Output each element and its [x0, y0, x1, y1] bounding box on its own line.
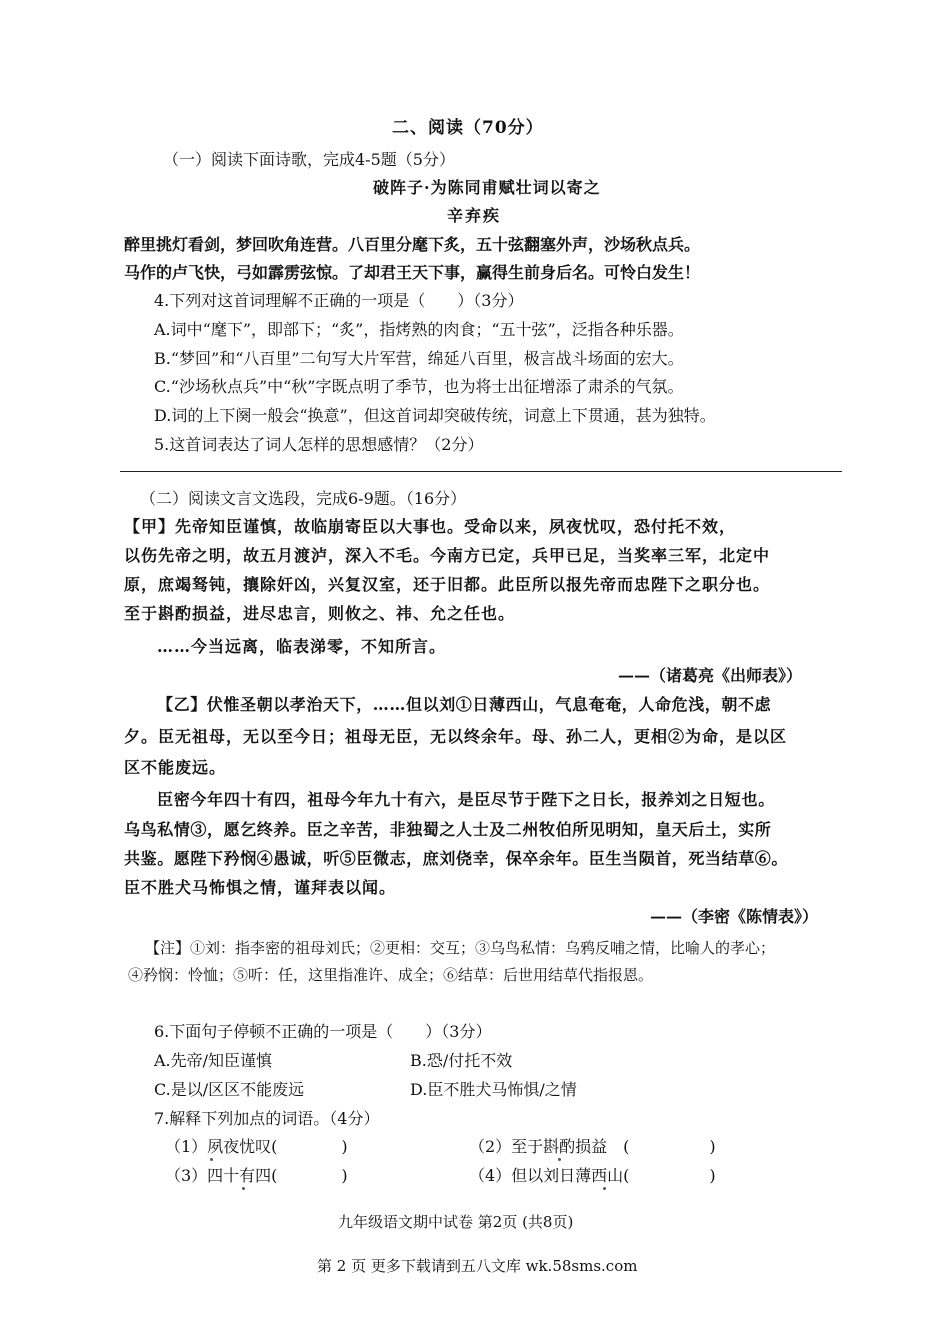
poem-line: 马作的卢飞快，弓如霹雳弦惊。了却君王天下事，赢得生前身后名。可怜白发生！ — [124, 263, 701, 282]
answer-divider-line — [120, 471, 842, 472]
emphasis-dot — [210, 1158, 213, 1161]
part1-heading: （一）阅读下面诗歌，完成4-5题（5分） — [163, 150, 455, 169]
part2-heading: （二）阅读文言文选段，完成6-9题。（16分） — [140, 489, 467, 508]
passage-yi-line: 臣不胜犬马怖惧之情，谨拜表以闻。 — [124, 878, 397, 897]
passage-yi-line: 共鉴。愿陛下矜悯④愚诚，听⑤臣微志，庶刘侥幸，保卒余年。臣生当陨首，死当结草⑥。 — [124, 849, 789, 868]
q7-item: （3）四十有四( ) — [165, 1166, 348, 1185]
passage-yi-line: 区不能废远。 — [124, 758, 227, 777]
q7-item: （1）夙夜忧叹( ) — [165, 1137, 348, 1156]
emphasis-dot — [603, 1187, 606, 1190]
passage-yi-line: 【乙】伏惟圣朝以孝治天下，……但以刘①日薄西山，气息奄奄，人命危浅，朝不虑 — [157, 695, 772, 714]
q4-option-a: A.词中“麾下”，即部下；“炙”，指烤熟的肉食；“五十弦”，泛指各种乐器。 — [154, 320, 684, 339]
page-footer: 九年级语文期中试卷 第2页 (共8页) — [338, 1213, 574, 1231]
download-watermark: 第 2 页 更多下载请到五八文库 wk.58sms.com — [317, 1257, 638, 1275]
annotation-line: ④矜悯：怜恤；⑤听：任，这里指准许、成全；⑥结草：后世用结草代指报恩。 — [128, 966, 654, 984]
question-6: 6.下面句子停顿不正确的一项是（ ）（3分） — [154, 1022, 492, 1041]
passage-yi-line: 乌鸟私情③，愿乞终养。臣之辛苦，非独蜀之人士及二州牧伯所见明知，皇天后土，实所 — [124, 820, 772, 839]
question-4: 4.下列对这首词理解不正确的一项是（ ）（3分） — [154, 291, 524, 310]
q7-item: （2）至于斟酌损益 ( ) — [469, 1137, 716, 1156]
q6-option-a: A.先帝/知臣谨慎 — [154, 1051, 273, 1070]
passage-yi-line: 夕。臣无祖母，无以至今日；祖母无臣，无以终余年。母、孙二人，更相②为命，是以区 — [124, 727, 788, 746]
q4-option-d: D.词的上下阕一般会“换意”，但这首词却突破传统，词意上下贯通，甚为独特。 — [154, 406, 716, 425]
emphasis-dot — [558, 1158, 561, 1161]
question-7: 7.解释下列加点的词语。（4分） — [154, 1109, 380, 1128]
passage-yi-source: ——（李密《陈情表》） — [650, 907, 819, 926]
passage-yi-line: 臣密今年四十有四，祖母今年九十有六，是臣尽节于陛下之日长，报养刘之日短也。 — [157, 790, 775, 809]
passage-jia-line: 原，庶竭驽钝，攘除奸凶，兴复汉室，还于旧都。此臣所以报先帝而忠陛下之职分也。 — [124, 575, 771, 594]
q6-option-b: B.恐/付托不效 — [410, 1051, 513, 1070]
section-title: 二、阅读（70分） — [392, 118, 544, 138]
annotation-line: 【注】①刘：指李密的祖母刘氏；②更相：交互；③乌鸟私情：乌鸦反哺之情，比喻人的孝心； — [145, 939, 776, 957]
poem-line: 醉里挑灯看剑，梦回吹角连营。八百里分麾下炙，五十弦翻塞外声，沙场秋点兵。 — [124, 235, 701, 254]
poem-title: 破阵子·为陈同甫赋壮词以寄之 — [373, 178, 601, 197]
passage-jia-line: 至于斟酌损益，进尽忠言，则攸之、祎、允之任也。 — [124, 604, 516, 623]
q7-item: （4）但以刘日薄西山( ) — [469, 1166, 716, 1185]
passage-jia-line: 【甲】先帝知臣谨慎，故临崩寄臣以大事也。受命以来，夙夜忧叹，恐付托不效， — [124, 517, 737, 536]
q4-option-c: C.“沙场秋点兵”中“秋”字既点明了季节，也为将士出征增添了肃杀的气氛。 — [154, 377, 684, 396]
poem-author: 辛弃疾 — [447, 206, 502, 225]
passage-jia-line: 以伤先帝之明，故五月渡泸，深入不毛。今南方已定，兵甲已足，当奖率三军，北定中 — [124, 546, 771, 565]
passage-jia-source: ——（诸葛亮《出师表》） — [618, 666, 803, 685]
q4-option-b: B.“梦回”和“八百里”二句写大片军营，绵延八百里，极言战斗场面的宏大。 — [154, 349, 684, 368]
q6-option-c: C.是以/区区不能废远 — [154, 1080, 305, 1099]
passage-jia-line: ……今当远离，临表涕零，不知所言。 — [157, 637, 447, 656]
question-5: 5.这首词表达了词人怎样的思想感情？（2分） — [154, 435, 484, 454]
emphasis-dot — [242, 1187, 245, 1190]
q6-option-d: D.臣不胜犬马怖惧/之情 — [410, 1080, 577, 1099]
